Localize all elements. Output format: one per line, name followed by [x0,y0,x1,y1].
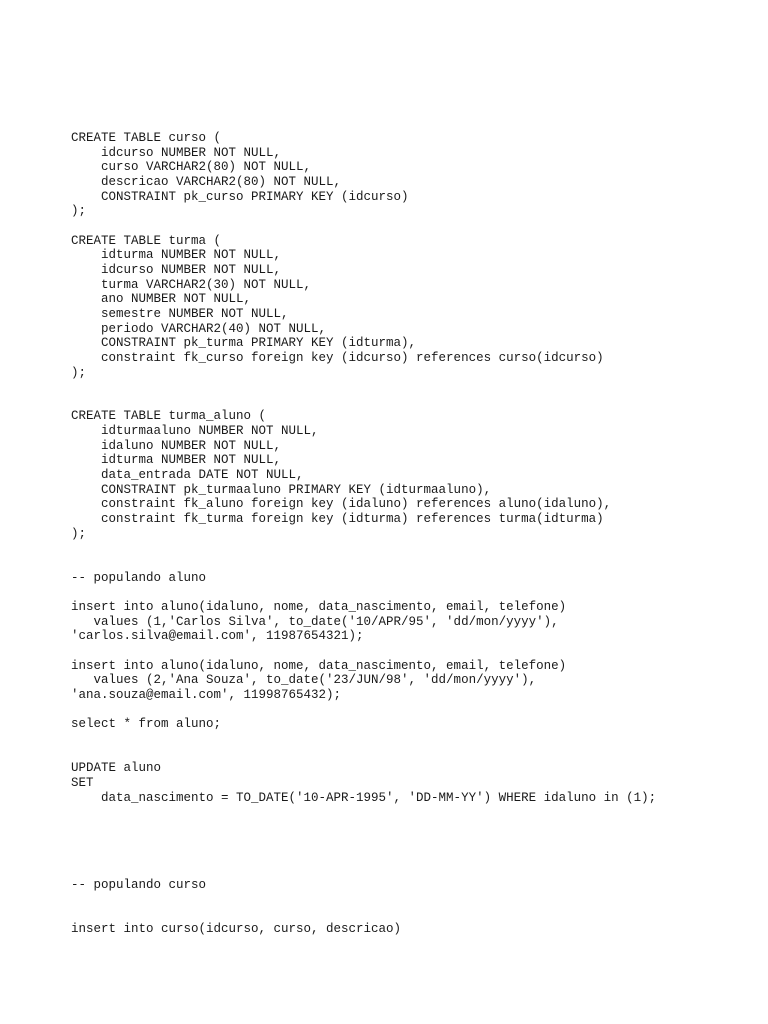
code-line: insert into curso(idcurso, curso, descricao) [71,922,402,937]
code-line: insert into aluno(idaluno, nome, data_nascimento, email, telefone) [71,600,567,614]
code-line: idcurso NUMBER NOT NULL, [71,145,282,160]
code-line: curso VARCHAR2(80) NOT NULL, [71,160,312,175]
code-line: select * from aluno; [71,717,222,732]
code-line [71,380,656,395]
code-line: idturma NUMBER NOT NULL, [71,248,282,263]
code-line [71,893,656,908]
code-line: idturmaaluno NUMBER NOT NULL, [71,424,319,439]
code-line: SET [71,775,94,790]
code-line [71,864,656,879]
code-line: constraint fk_turma foreign key (idturma) references turma(idturma) [71,512,604,527]
code-line: 'carlos.silva@email.com', 11987654321); [71,629,364,644]
code-line: descricao VARCHAR2(80) NOT NULL, [71,174,342,189]
code-line [71,747,656,762]
code-line: constraint fk_curso foreign key (idcurso) references curso(idcurso) [71,350,604,365]
code-line [71,556,656,571]
sql-code-block [71,131,656,937]
code-line: UPDATE aluno [71,761,162,776]
code-line: data_entrada DATE NOT NULL, [71,468,304,483]
code-line [71,820,656,835]
code-line: 'ana.souza@email.com', 11998765432); [71,687,342,702]
code-line: values (2,'Ana Souza', to_date('23/JUN/98', 'dd/mon/yyyy'), [71,673,537,688]
code-line [71,703,656,718]
code-line: ano NUMBER NOT NULL, [71,292,252,307]
code-line: CONSTRAINT pk_curso PRIMARY KEY (idcurso) [71,189,409,204]
code-line [71,585,656,600]
code-line: constraint fk_aluno foreign key (idaluno) references aluno(idaluno), [71,497,612,512]
code-line: ); [71,204,87,219]
code-line [71,849,656,864]
code-line: -- populando curso [71,878,207,893]
code-line: CREATE TABLE turma ( [71,233,222,248]
code-line: ); [71,526,87,541]
code-line: idcurso NUMBER NOT NULL, [71,262,282,277]
code-line: idaluno NUMBER NOT NULL, [71,438,282,453]
code-line: data_nascimento = TO_DATE('10-APR-1995', 'DD-MM-YY') WHERE idaluno in (1); [71,790,657,805]
code-line: CREATE TABLE turma_aluno ( [71,409,267,424]
code-line: -- populando aluno [71,570,207,585]
code-line [71,732,656,747]
code-line [71,835,656,850]
code-line: values (1,'Carlos Silva', to_date('10/APR/95', 'dd/mon/yyyy'), [71,614,559,629]
code-line: CREATE TABLE curso ( [71,131,222,145]
code-line [71,541,656,556]
code-line: CONSTRAINT pk_turmaaluno PRIMARY KEY (idturmaaluno), [71,482,492,497]
code-line: semestre NUMBER NOT NULL, [71,306,289,321]
code-line: periodo VARCHAR2(40) NOT NULL, [71,321,327,336]
code-line: ); [71,365,87,380]
code-line [71,219,656,234]
code-line: CONSTRAINT pk_turma PRIMARY KEY (idturma), [71,336,417,351]
code-line: turma VARCHAR2(30) NOT NULL, [71,277,312,292]
code-line [71,805,656,820]
code-line [71,644,656,659]
code-line: idturma NUMBER NOT NULL, [71,453,282,468]
code-line [71,908,656,923]
code-line [71,395,656,410]
code-line: insert into aluno(idaluno, nome, data_nascimento, email, telefone) [71,658,567,673]
